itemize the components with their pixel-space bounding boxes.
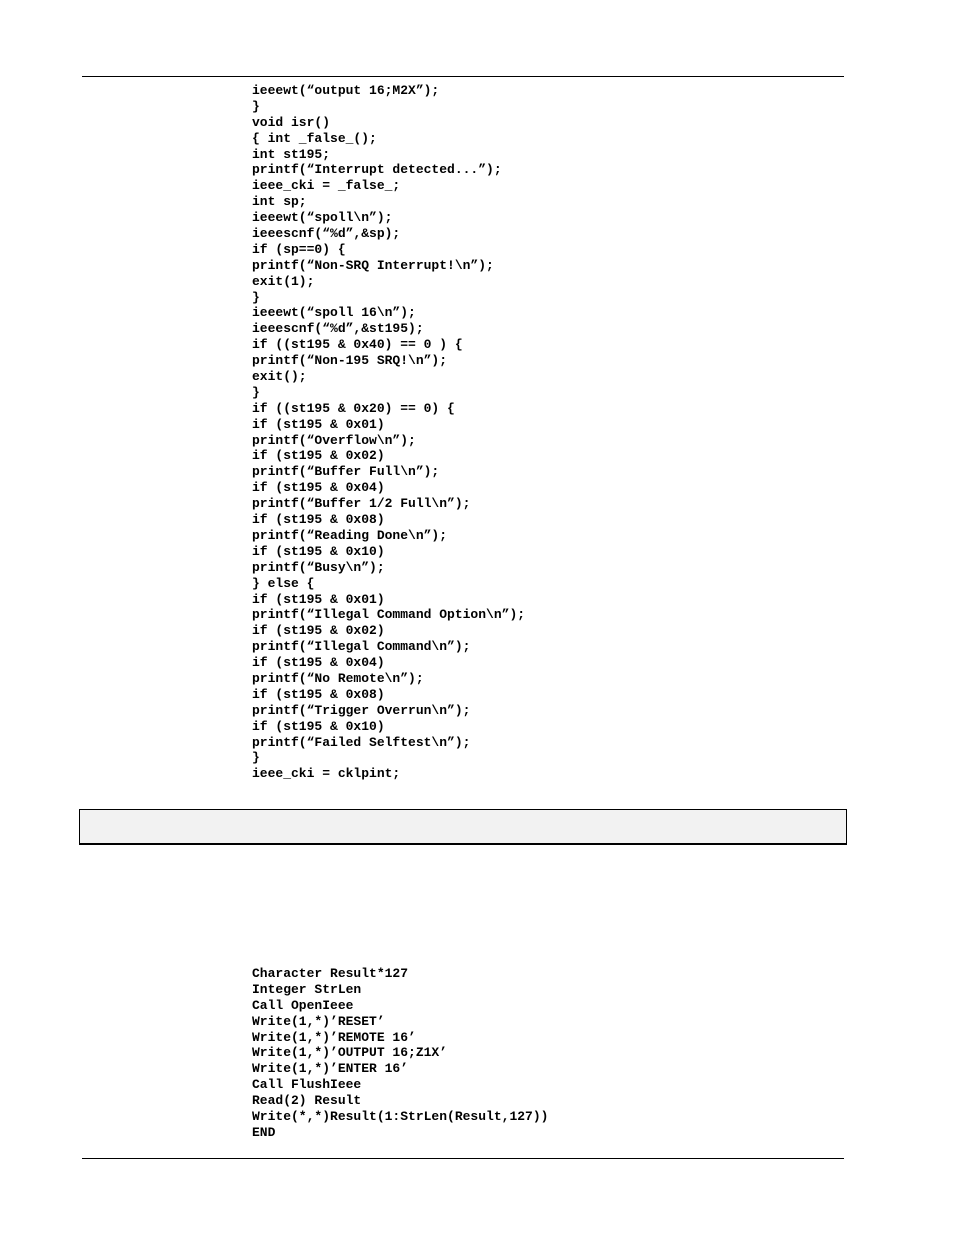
header-rule [82,76,844,77]
code-line: if (sp==0) { [252,241,346,257]
code-line: } [252,289,260,305]
section-heading-box [79,809,847,845]
code-line: printf(“Reading Done\n”); [252,527,448,543]
code-line: printf(“Trigger Overrun\n”); [252,702,471,718]
code-line: ieeewt(“spoll\n”); [252,210,393,226]
code-line: ieeescnf(“%d”,&sp); [252,226,401,242]
code-line: int st195; [252,146,331,162]
code-line: void isr() [252,114,331,130]
code-line: Write(*,*)Result(1:StrLen(Result,127)) [252,1109,549,1125]
code-line: Write(1,*)’REMOTE 16’ [252,1029,416,1045]
footer-rule [82,1158,844,1159]
code-line: printf(“Non-195 SRQ!\n”); [252,353,448,369]
code-line: printf(“No Remote\n”); [252,670,424,686]
code-line: } [252,98,260,114]
fortran-code-listing [252,966,548,1141]
code-line: Write(1,*)’ENTER 16’ [252,1061,409,1077]
code-line: } else { [252,575,315,591]
code-line: printf(“Illegal Command\n”); [252,639,471,655]
code-line: ieeewt(“output 16;M2X”); [252,83,440,98]
code-line: if (st195 & 0x10) [252,718,385,734]
code-line: printf(“Illegal Command Option\n”); [252,607,526,623]
code-line: if (st195 & 0x02) [252,448,385,464]
code-line: if (st195 & 0x01) [252,416,385,432]
code-line: if (st195 & 0x02) [252,623,385,639]
code-line: Read(2) Result [252,1093,362,1109]
code-line: if (st195 & 0x08) [252,686,385,702]
code-line: ieeescnf(“%d”,&st195); [252,321,424,337]
code-line: int sp; [252,194,307,210]
code-line: if (st195 & 0x10) [252,543,385,559]
code-line: ieee_cki = _false_; [252,178,401,194]
code-line: printf(“Non-SRQ Interrupt!\n”); [252,257,494,273]
code-line: exit(); [252,369,307,385]
code-line: printf(“Overflow\n”); [252,432,416,448]
code-line: { int _false_(); [252,130,377,146]
code-line: } [252,750,260,766]
code-line: } [252,384,260,400]
code-line: Write(1,*)’RESET’ [252,1013,385,1029]
code-line: Write(1,*)’OUTPUT 16;Z1X’ [252,1045,448,1061]
code-line: if (st195 & 0x01) [252,591,385,607]
code-line: if (st195 & 0x08) [252,512,385,528]
code-line: printf(“Buffer Full\n”); [252,464,440,480]
code-line: printf(“Interrupt detected...”); [252,162,502,178]
code-line: Character Result*127 [252,966,409,981]
code-line: if ((st195 & 0x40) == 0 ) { [252,337,463,353]
c-code-listing [252,83,525,782]
code-line: if (st195 & 0x04) [252,655,385,671]
code-line: Call FlushIeee [252,1077,362,1093]
code-line: ieeewt(“spoll 16\n”); [252,305,416,321]
code-line: if ((st195 & 0x20) == 0) { [252,400,455,416]
code-line: Integer StrLen [252,981,362,997]
code-line: if (st195 & 0x04) [252,480,385,496]
code-line: printf(“Busy\n”); [252,559,385,575]
code-line: END [252,1124,276,1140]
code-line: Call OpenIeee [252,997,354,1013]
code-line: ieee_cki = cklpint; [252,766,401,782]
code-line: exit(1); [252,273,315,289]
code-line: printf(“Buffer 1/2 Full\n”); [252,496,471,512]
code-line: printf(“Failed Selftest\n”); [252,734,471,750]
